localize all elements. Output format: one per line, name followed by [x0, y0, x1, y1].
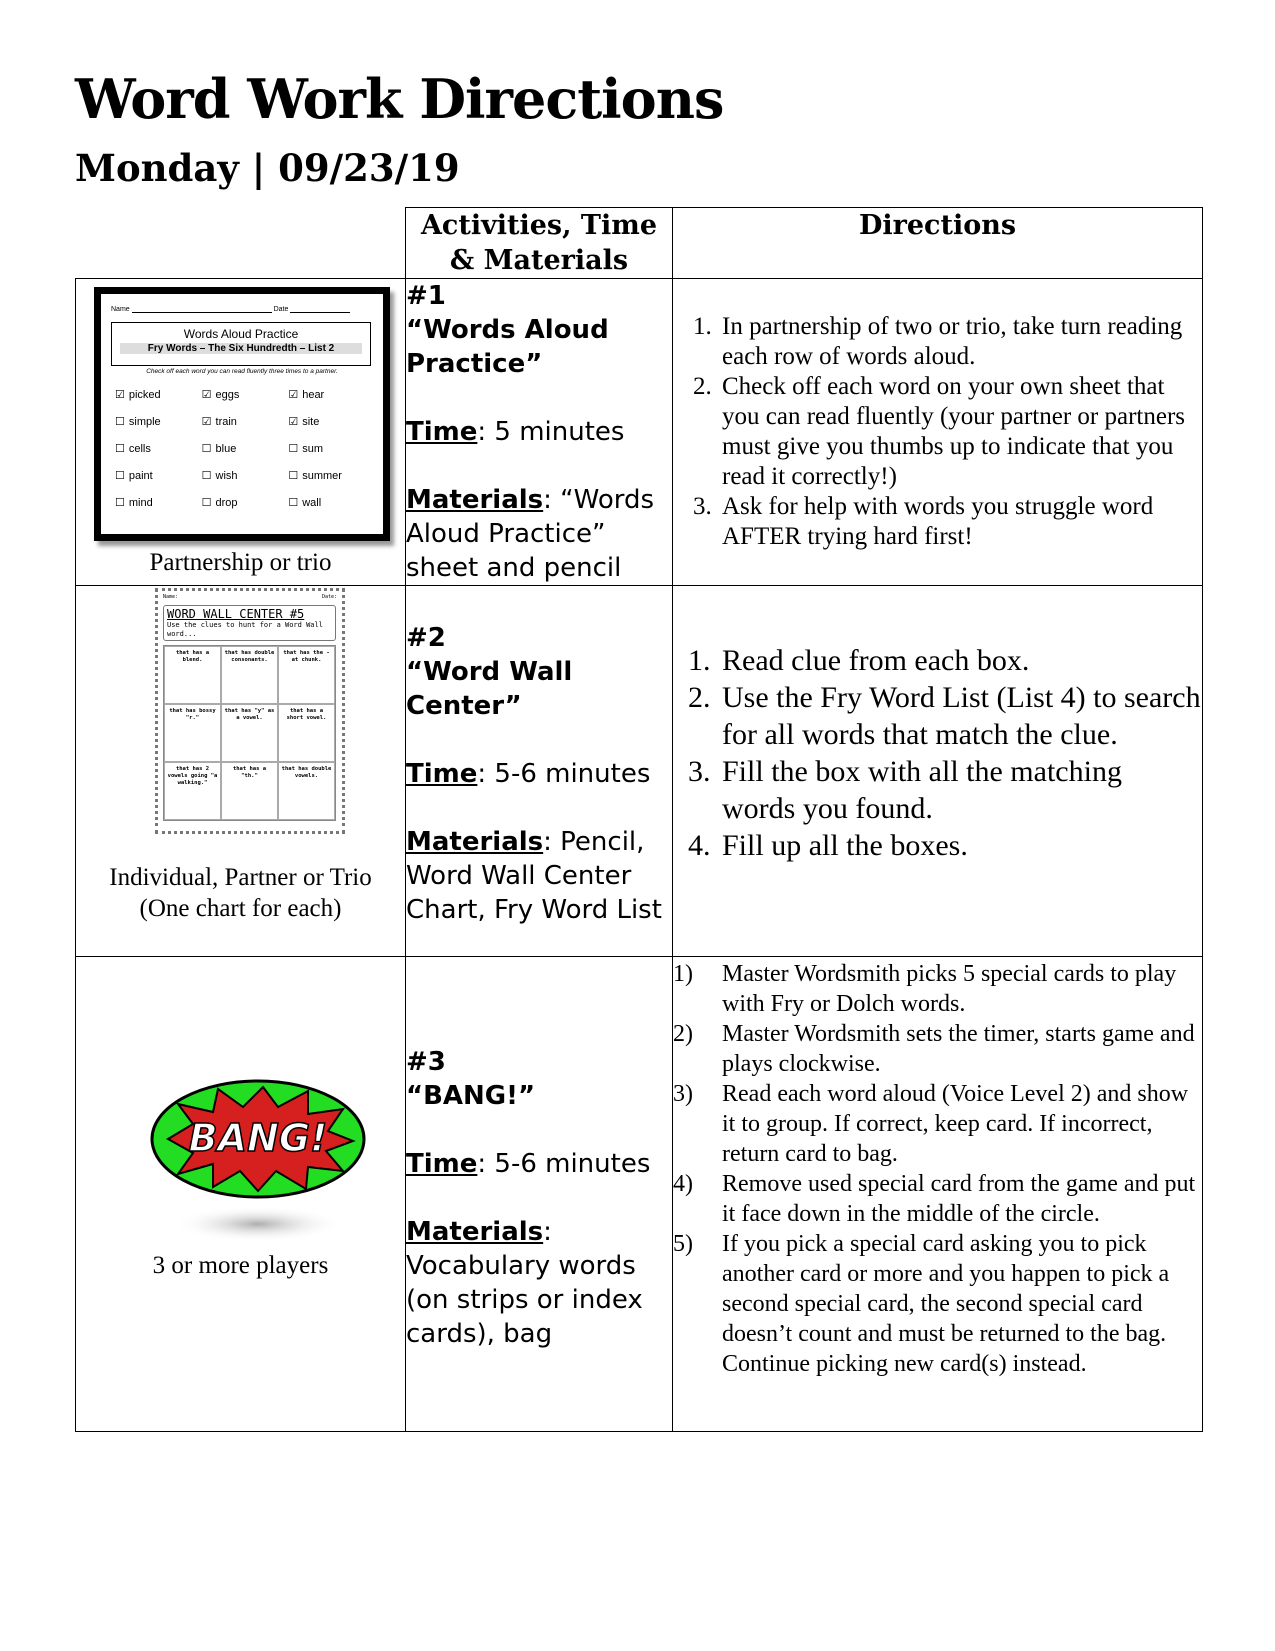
directions-cell — [673, 957, 1203, 1432]
activities-header: Activities, Time & Materials — [406, 208, 673, 279]
word-wall-clue-box: that has bossy "r." — [164, 704, 221, 762]
blank-header-cell — [76, 208, 406, 279]
logo-shadow — [173, 1206, 343, 1242]
checkbox-icon: ☐ — [288, 443, 299, 456]
word-wall-clue-box: that has "y" as a vowel. — [221, 704, 278, 762]
direction-step: 2. Check off each word on your own sheet that you can read fluently (your partner or partners must give you thumbs up to indicate that you read it correctly!) — [718, 372, 1202, 492]
worksheet-word: ☐ simple — [115, 416, 161, 429]
direction-step: 1) Master Wordsmith picks 5 special cards to play with Fry or Dolch words. — [673, 961, 1177, 1018]
checkbox-icon: ☐ — [115, 416, 125, 429]
direction-step: 4. Fill up all the boxes. — [718, 827, 1202, 864]
word-wall-worksheet-image: Name: Date: WORD WALL CENTER #5 Use the clues to hunt for a Word Wall word... that has a blend. that has double consonants. that has the -at chunk. that has bossy "r." that has "y" as a vowel. that has a short vowel. that has 2 vowels going "a walking." that has a "th." that has double vowels. — [155, 588, 345, 834]
activity-number: #2 — [406, 623, 446, 654]
checkbox-icon: ☐ — [288, 470, 299, 483]
direction-step: 2) Master Wordsmith sets the timer, starts game and plays clockwise. — [673, 1021, 1195, 1078]
activity-cell — [406, 586, 673, 957]
activity-caption: 3 or more players — [152, 1252, 329, 1280]
checkbox-icon: ☐ — [201, 497, 212, 510]
directions-table — [75, 207, 1203, 1432]
activity-image-cell — [76, 957, 406, 1432]
activity-time: Time: 5-6 minutes — [406, 759, 651, 790]
table-row — [76, 279, 1203, 586]
activity-materials: Materials: “Words Aloud Practice” sheet and pencil — [406, 485, 655, 584]
logo-text: BANG! — [188, 1116, 328, 1161]
worksheet-subtitle: Fry Words – The Six Hundredth – List 2 — [120, 343, 362, 354]
words-aloud-worksheet-image — [94, 287, 390, 541]
activity-number: #1 — [406, 281, 446, 312]
activity-caption: Partnership or trio — [149, 549, 332, 577]
activity-materials: Materials: Pencil, Word Wall Center Chart, Fry Word List — [406, 827, 662, 926]
direction-step: 5) If you pick a special card asking you to pick another card or more and you happen to pick a second special card, the second special card doesn’t count and must be returned to the bag. Continue picking new card(s) instead. — [673, 1231, 1170, 1378]
direction-step: 4) Remove used special card from the game and put it face down in the middle of the circle. — [673, 1171, 1196, 1228]
checkbox-icon: ☐ — [115, 443, 125, 456]
directions-cell — [673, 586, 1203, 957]
direction-step: 3. Fill the box with all the matching words you found. — [718, 753, 1202, 827]
activity-image-cell — [76, 279, 406, 586]
worksheet-word: ☐ sum — [288, 443, 323, 456]
directions-list — [673, 312, 1202, 552]
bang-logo-image — [148, 1079, 368, 1249]
activity-cell — [406, 279, 673, 586]
word-wall-clue-box: that has a blend. — [164, 646, 221, 704]
activity-name: “Word Wall Center” — [406, 657, 573, 722]
checkbox-icon: ☐ — [115, 470, 125, 483]
activity-number: #3 — [406, 1047, 446, 1078]
worksheet-word: ☑ eggs — [201, 389, 240, 402]
table-header-row — [76, 208, 1203, 279]
checkbox-icon: ☑ — [201, 389, 212, 402]
directions-list — [673, 959, 1202, 1379]
table-row — [76, 957, 1203, 1432]
worksheet-name-date: Name Date — [111, 306, 373, 313]
directions-header: Directions — [673, 208, 1203, 279]
word-wall-clue-box: that has double consonants. — [221, 646, 278, 704]
worksheet-word: ☑ hear — [288, 389, 325, 402]
checkbox-icon: ☑ — [115, 389, 125, 402]
page-title: Word Work Directions — [75, 67, 724, 131]
checkbox-icon: ☐ — [201, 470, 212, 483]
activity-time: Time: 5-6 minutes — [406, 1149, 651, 1180]
worksheet-word: ☑ picked — [115, 389, 161, 402]
word-wall-clue-box: that has double vowels. — [278, 762, 335, 820]
checkbox-icon: ☐ — [115, 497, 125, 510]
worksheet-word: ☐ summer — [288, 470, 342, 483]
direction-step: 1. Read clue from each box. — [718, 642, 1202, 679]
worksheet-word: ☑ train — [201, 416, 237, 429]
activity-image-cell — [76, 586, 406, 957]
direction-step: 3) Read each word aloud (Voice Level 2) and show it to group. If correct, keep card. If incorrect, return card to bag. — [673, 1081, 1189, 1168]
word-wall-heading — [163, 605, 336, 641]
checkbox-icon: ☑ — [201, 416, 212, 429]
direction-step: 2. Use the Fry Word List (List 4) to search for all words that match the clue. — [718, 679, 1202, 753]
directions-list — [673, 642, 1202, 864]
checkbox-icon: ☐ — [201, 443, 212, 456]
checkbox-icon: ☐ — [288, 497, 299, 510]
page-subtitle: Monday | 09/23/19 — [75, 146, 460, 190]
word-wall-clue-box: that has a short vowel. — [278, 704, 335, 762]
checkbox-icon: ☑ — [288, 389, 299, 402]
word-wall-clue-box: that has the -at chunk. — [278, 646, 335, 704]
table-row — [76, 586, 1203, 957]
worksheet-word: ☐ blue — [201, 443, 237, 456]
worksheet-word: ☐ wish — [201, 470, 238, 483]
activity-time: Time: 5 minutes — [406, 417, 625, 448]
worksheet-title: Words Aloud Practice — [183, 327, 299, 342]
word-wall-title: WORD WALL CENTER #5 — [167, 607, 305, 622]
direction-step: 1. In partnership of two or trio, take turn reading each row of words aloud. — [718, 312, 1202, 372]
checkbox-icon: ☑ — [288, 416, 299, 429]
worksheet-instruction: Check off each word you can read fluently three times to a partner. — [146, 368, 338, 376]
direction-step: 3. Ask for help with words you struggle word AFTER trying hard first! — [718, 492, 1202, 552]
worksheet-title-box — [111, 322, 371, 366]
activity-materials: Materials: Vocabulary words (on strips or index cards), bag — [406, 1217, 643, 1350]
worksheet-word: ☑ site — [288, 416, 320, 429]
worksheet-word: ☐ cells — [115, 443, 151, 456]
worksheet-word-grid — [115, 388, 375, 509]
worksheet-word: ☐ drop — [201, 497, 238, 510]
word-wall-clue-grid — [163, 645, 336, 821]
directions-cell — [673, 279, 1203, 586]
word-wall-subtitle: Use the clues to hunt for a Word Wall word... — [167, 621, 323, 639]
activity-name: “BANG!” — [406, 1081, 536, 1112]
worksheet-word: ☐ paint — [115, 470, 153, 483]
worksheet-word: ☐ wall — [288, 497, 322, 510]
worksheet-word: ☐ mind — [115, 497, 153, 510]
activity-cell — [406, 957, 673, 1432]
activity-name: “Words Aloud Practice” — [406, 315, 609, 380]
activity-caption: Individual, Partner or Trio (One chart for each) — [109, 864, 372, 923]
word-wall-clue-box: that has a "th." — [221, 762, 278, 820]
word-wall-clue-box: that has 2 vowels going "a walking." — [164, 762, 221, 820]
